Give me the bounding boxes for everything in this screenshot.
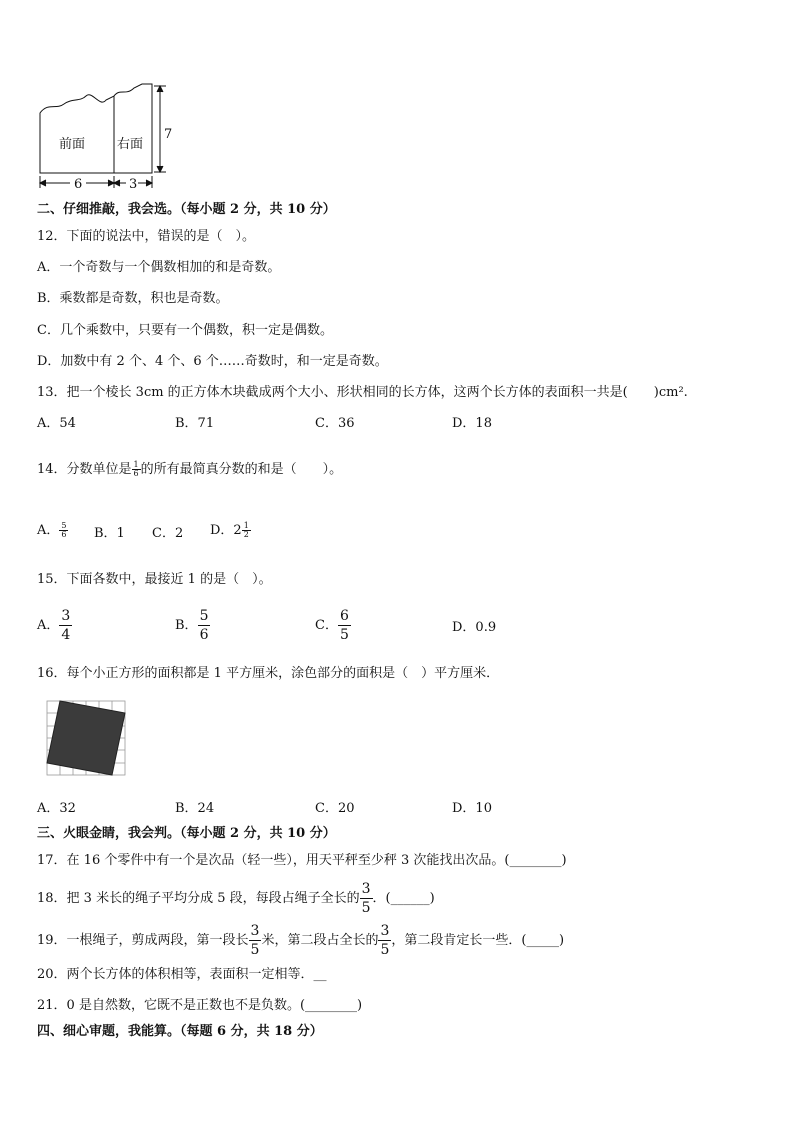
q14-d-denominator: 2 bbox=[243, 530, 249, 539]
q14-unit-numerator: 1 bbox=[133, 460, 139, 469]
q15-option-a bbox=[37, 607, 72, 644]
q19-numerator-1: 3 bbox=[250, 923, 260, 939]
q19-denominator-1: 5 bbox=[250, 942, 260, 958]
q20: 20．两个长方体的体积相等，表面积一定相等．__ bbox=[37, 967, 327, 982]
q16-stem: 16．每个小正方形的面积都是 1 平方厘米，涂色部分的面积是（ ）平方厘米． bbox=[37, 666, 500, 681]
shaded-tilted-square bbox=[47, 701, 125, 775]
q19-mid: 米，第二段占全长的 bbox=[261, 933, 379, 948]
q15-option-b-label: B． bbox=[175, 618, 198, 633]
front-width-label: 6 bbox=[74, 177, 83, 190]
q16-grid-figure bbox=[46, 700, 128, 778]
q13-stem: 13．把一个棱长 3cm 的正方体木块截成两个大小、形状相同的长方体，这两个长方体的表面积一共是( )cm². bbox=[37, 385, 688, 400]
q14-option-a-label: A． bbox=[37, 523, 60, 538]
q14-stem-pre: 14．分数单位是 bbox=[37, 462, 132, 477]
q14-a-denominator: 6 bbox=[61, 530, 67, 539]
height-label: 7 bbox=[164, 127, 173, 142]
q15-a-numerator: 3 bbox=[61, 608, 71, 624]
q14-option-c: C．2 bbox=[152, 526, 184, 541]
q19-numerator-2: 3 bbox=[380, 923, 390, 939]
q14-option-d-label: D．2 bbox=[210, 523, 242, 538]
q17: 17．在 16 个零件中有一个是次品（轻一些），用天平秤至少秤 3 次能找出次品。(________) bbox=[37, 853, 567, 868]
q18-numerator: 3 bbox=[361, 881, 371, 897]
q18 bbox=[37, 880, 435, 917]
q16-option-c: C．20 bbox=[315, 801, 355, 816]
q14-option-a bbox=[37, 522, 68, 540]
q15-c-numerator: 6 bbox=[339, 608, 349, 624]
q18-pre: 18．把 3 米长的绳子平均分成 5 段，每段占绳子全长的 bbox=[37, 891, 360, 906]
front-face-label: 前面 bbox=[59, 136, 86, 151]
q15-b-numerator: 5 bbox=[199, 608, 209, 624]
q12-option-d: D．加数中有 2 个、4 个、6 个……奇数时，和一定是奇数。 bbox=[37, 354, 388, 369]
q12-option-c: C．几个乘数中，只要有一个偶数，积一定是偶数。 bbox=[37, 323, 333, 338]
q14-option-d bbox=[210, 522, 251, 540]
section2-title: 二、仔细推敲，我会选。（每小题 2 分，共 10 分） bbox=[37, 202, 336, 217]
right-face-label: 右面 bbox=[117, 136, 144, 151]
q12-option-a: A．一个奇数与一个偶数相加的和是奇数。 bbox=[37, 260, 281, 275]
q13-option-c: C．36 bbox=[315, 416, 355, 431]
q13-option-b: B．71 bbox=[175, 416, 215, 431]
q14-unit-denominator: 6 bbox=[133, 469, 139, 478]
q19 bbox=[37, 922, 564, 959]
q19-post: ，第二段肯定长一些．(_____) bbox=[391, 933, 565, 948]
q14-a-numerator: 5 bbox=[61, 521, 67, 530]
q14-d-numerator: 1 bbox=[243, 521, 249, 530]
q21: 21．0 是自然数，它既不是正数也不是负数。(________) bbox=[37, 998, 363, 1013]
q14-unit-fraction bbox=[132, 461, 141, 478]
q14-stem-post: 的所有最简真分数的和是（ ）。 bbox=[140, 462, 343, 477]
q16-option-a: A．32 bbox=[37, 801, 76, 816]
q19-pre: 19．一根绳子，剪成两段，第一段长 bbox=[37, 933, 249, 948]
q15-option-b bbox=[175, 607, 210, 644]
section3-title: 三、火眼金睛，我会判。（每小题 2 分，共 10 分） bbox=[37, 826, 336, 841]
q19-denominator-2: 5 bbox=[380, 942, 390, 958]
q14-stem bbox=[37, 461, 342, 479]
q16-option-d: D．10 bbox=[452, 801, 492, 816]
solid-figure-diagram bbox=[34, 80, 174, 190]
front-face-outline bbox=[40, 95, 114, 173]
q15-option-c bbox=[315, 607, 351, 644]
right-face-outline bbox=[114, 84, 152, 173]
q12-stem: 12．下面的说法中，错误的是（ ）。 bbox=[37, 229, 256, 244]
q15-option-d: D．0.9 bbox=[452, 620, 497, 635]
q15-option-a-label: A． bbox=[37, 618, 60, 633]
q13-option-a: A．54 bbox=[37, 416, 76, 431]
q18-post: ．(______) bbox=[372, 891, 435, 906]
q15-a-denominator: 4 bbox=[61, 627, 71, 643]
q18-denominator: 5 bbox=[361, 900, 371, 916]
q12-option-b: B．乘数都是奇数，积也是奇数。 bbox=[37, 291, 229, 306]
q13-option-d: D．18 bbox=[452, 416, 492, 431]
q15-stem: 15．下面各数中，最接近 1 的是（ ）。 bbox=[37, 572, 272, 587]
q15-option-c-label: C． bbox=[315, 618, 338, 633]
right-width-label: 3 bbox=[129, 177, 138, 190]
q15-b-denominator: 6 bbox=[199, 627, 209, 643]
q15-c-denominator: 5 bbox=[339, 627, 349, 643]
q14-option-b: B．1 bbox=[94, 526, 125, 541]
q16-option-b: B．24 bbox=[175, 801, 215, 816]
section4-title: 四、细心审题，我能算。（每题 6 分，共 18 分） bbox=[37, 1024, 323, 1039]
